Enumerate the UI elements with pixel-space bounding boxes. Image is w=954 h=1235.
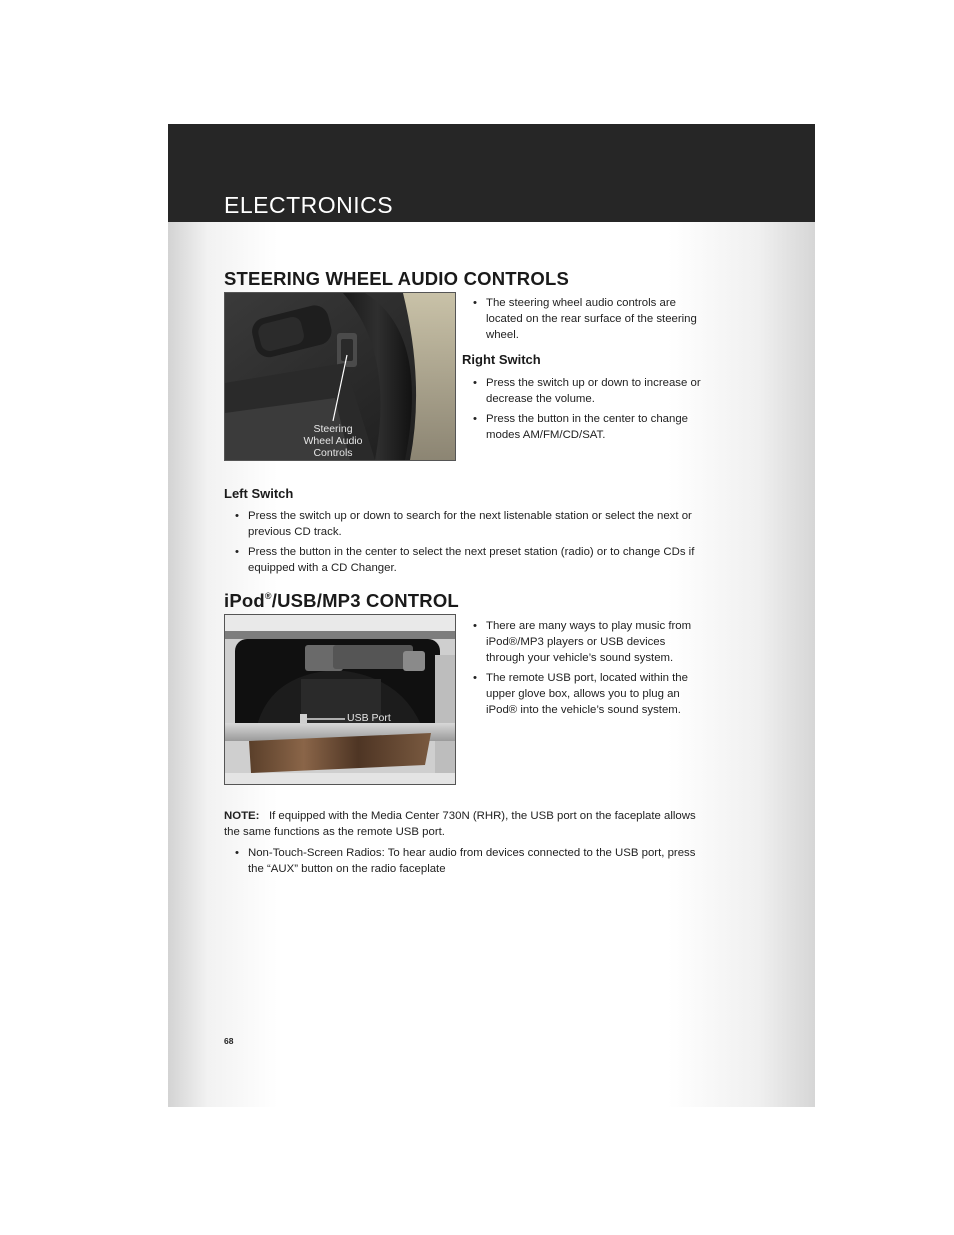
note-text: If equipped with the Media Center 730N (RHR), the USB port on the faceplate allows the same functions as the remote USB port. bbox=[224, 810, 696, 838]
left-switch-heading: Left Switch bbox=[224, 486, 294, 501]
ipod-list bbox=[462, 618, 702, 722]
usb-note bbox=[224, 808, 704, 840]
registered-mark: ® bbox=[264, 591, 272, 601]
usb-port-caption: USB Port bbox=[347, 712, 391, 724]
steering-controls-heading: STEERING WHEEL AUDIO CONTROLS bbox=[224, 268, 569, 289]
list-item: • Press the button in the center to select the next preset station (radio) or to change CDs if equipped with a CD Changer. bbox=[224, 544, 702, 576]
section-header-bar bbox=[168, 124, 815, 222]
caption-line: Controls bbox=[313, 447, 353, 459]
ipod-control-heading bbox=[224, 590, 459, 612]
list-item: • The remote USB port, located within the upper glove box, allows you to plug an iPod® into the vehicle’s sound system. bbox=[462, 670, 702, 718]
steering-intro-list bbox=[462, 295, 702, 347]
list-item: • Press the switch up or down to increase or decrease the volume. bbox=[462, 375, 702, 407]
left-switch-list bbox=[224, 508, 702, 580]
steering-wheel-photo bbox=[224, 292, 456, 461]
note-label: NOTE: bbox=[224, 810, 260, 822]
list-item: • Press the switch up or down to search for the next listenable station or select the next or previous CD track. bbox=[224, 508, 702, 540]
list-item: • There are many ways to play music from iPod®/MP3 players or USB devices through your vehicle’s sound system. bbox=[462, 618, 702, 666]
note-list bbox=[224, 845, 702, 881]
list-item: • Press the button in the center to change modes AM/FM/CD/SAT. bbox=[462, 411, 702, 443]
caption-line: Steering bbox=[313, 423, 353, 435]
right-switch-list bbox=[462, 375, 702, 447]
steering-photo-caption bbox=[291, 423, 375, 459]
page-number: 68 bbox=[224, 1036, 234, 1046]
glove-box-photo bbox=[224, 614, 456, 785]
right-switch-heading: Right Switch bbox=[462, 352, 541, 367]
ipod-heading-suffix: /USB/MP3 CONTROL bbox=[271, 590, 459, 611]
ipod-heading-prefix: iPod bbox=[224, 590, 265, 611]
caption-line: Wheel Audio bbox=[303, 435, 363, 447]
list-item: • Non-Touch-Screen Radios: To hear audio from devices connected to the USB port, press the “AUX” button on the radio faceplate bbox=[224, 845, 702, 877]
list-item: • The steering wheel audio controls are located on the rear surface of the steering wheel. bbox=[462, 295, 702, 343]
manual-page bbox=[168, 124, 815, 1107]
glove-box-illustration bbox=[225, 615, 455, 784]
section-title: ELECTRONICS bbox=[224, 192, 394, 218]
